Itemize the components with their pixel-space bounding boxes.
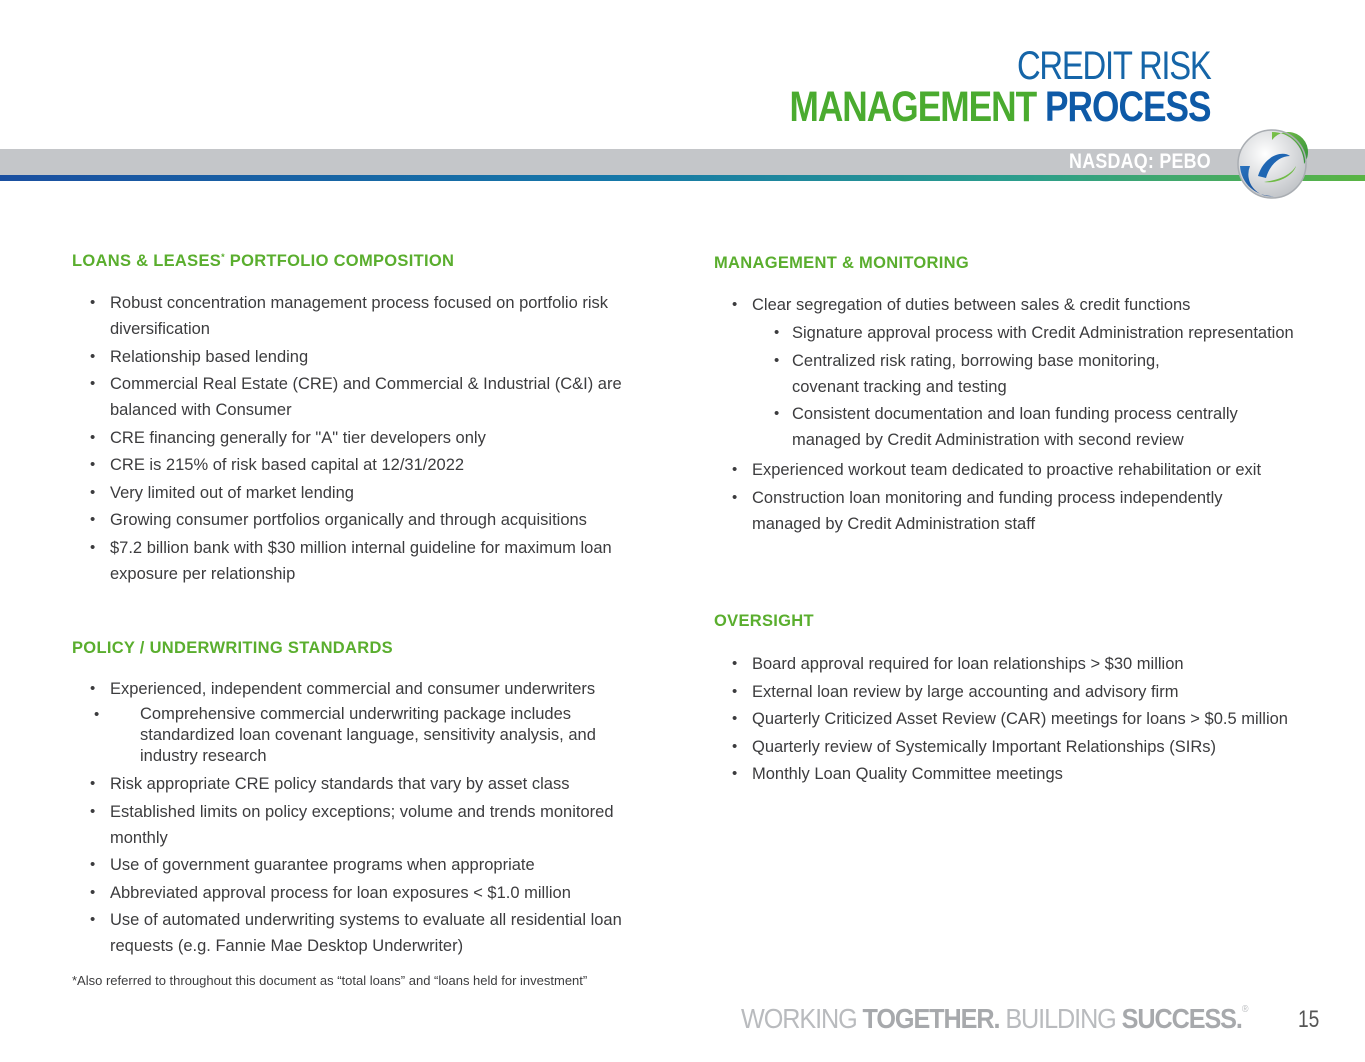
sub-list-item: • Signature approval process with Credit Administration representation <box>752 320 1354 346</box>
registered-mark: ® <box>1241 1004 1248 1015</box>
sub-list-item <box>752 348 1354 400</box>
oversight-section-title: OVERSIGHT <box>714 612 814 630</box>
ticker-label: NASDAQ: PEBO <box>1069 150 1211 173</box>
list-item: • Quarterly Criticized Asset Review (CAR) meetings for loans > $0.5 million <box>714 706 1354 732</box>
loans-title-main: LOANS & LEASES <box>72 252 222 270</box>
sub-list-item-text: • Consistent documentation and loan funding process centrally managed by Credit Administration with second review <box>792 405 1238 449</box>
sub-list-item-text: • Centralized risk rating, borrowing base monitoring, covenant tracking and testing <box>792 351 1160 396</box>
list-item <box>72 290 672 342</box>
list-item-text: • Construction loan monitoring and funding process independently managed by Credit Administration staff <box>752 488 1223 533</box>
list-item-text: • Robust concentration management process focused on portfolio risk diversification <box>110 294 609 338</box>
loans-title-rest: PORTFOLIO COMPOSITION <box>224 252 455 270</box>
list-item <box>714 292 1354 453</box>
list-item: • Growing consumer portfolios organically and through acquisitions <box>72 507 672 533</box>
title-word-process: PROCESS <box>1045 83 1211 131</box>
list-item-text: Experienced, independent commercial and consumer underwriters <box>110 680 596 698</box>
loans-section-title <box>72 252 454 271</box>
list-item: • Board approval required for loan relationships > $30 million <box>714 651 1354 677</box>
footnote: *Also referred to throughout this document as “total loans” and “loans held for investment” <box>72 973 588 988</box>
list-item: • Use of automated underwriting systems to evaluate all residential loan requests (e.g. Fannie Mae Desktop Underwriter) <box>72 907 672 959</box>
list-item: • Monthly Loan Quality Committee meetings <box>714 761 1354 787</box>
header-gradient-rule <box>0 175 1365 181</box>
list-item: • Use of government guarantee programs when appropriate <box>72 852 672 878</box>
loans-title-footnote-mark: * <box>221 252 225 262</box>
company-logo-icon <box>1234 126 1310 202</box>
tagline-part-bold: SUCCESS. <box>1121 1003 1242 1034</box>
policy-section-title: POLICY / UNDERWRITING STANDARDS <box>72 639 393 657</box>
list-item-text: • Commercial Real Estate (CRE) and Commercial & Industrial (C&I) are balanced with Consumer <box>110 375 622 419</box>
list-item: • External loan review by large accounting and advisory firm <box>714 679 1354 705</box>
management-sub-list <box>752 320 1354 453</box>
page-number: 15 <box>1298 1006 1320 1033</box>
list-item <box>72 676 672 767</box>
list-item: • CRE financing generally for "A" tier developers only <box>72 425 672 451</box>
list-item: • Abbreviated approval process for loan exposures < $1.0 million <box>72 880 672 906</box>
sub-list-item <box>752 401 1354 453</box>
loans-list <box>72 290 672 588</box>
tagline-part: WORKING <box>741 1003 863 1034</box>
management-list <box>714 292 1354 538</box>
sub-list-item <box>72 704 672 767</box>
page-title <box>697 44 1211 131</box>
title-line-2 <box>789 83 1211 131</box>
policy-list <box>72 676 672 961</box>
sub-list-item-text: • Comprehensive commercial underwriting package includes standardized loan covenant language, sensitivity analysis, and industry research <box>140 705 596 765</box>
management-section-title: MANAGEMENT & MONITORING <box>714 254 970 272</box>
list-item: • Relationship based lending <box>72 344 672 370</box>
list-item: • CRE is 215% of risk based capital at 12/31/2022 <box>72 452 672 478</box>
title-word-management: MANAGEMENT <box>789 83 1037 131</box>
list-item: • Very limited out of market lending <box>72 480 672 506</box>
policy-sub-list <box>72 704 672 767</box>
list-item: • Experienced workout team dedicated to proactive rehabilitation or exit <box>714 457 1354 483</box>
list-item: • Established limits on policy exceptions; volume and trends monitored monthly <box>72 799 672 851</box>
list-item <box>714 485 1354 537</box>
oversight-list <box>714 651 1354 789</box>
list-item: • $7.2 billion bank with $30 million internal guideline for maximum loan exposure per relationship <box>72 535 672 587</box>
tagline <box>741 1003 1247 1035</box>
list-item: • Risk appropriate CRE policy standards that vary by asset class <box>72 771 672 797</box>
tagline-part-bold: TOGETHER. <box>862 1003 1000 1034</box>
list-item: • Quarterly review of Systemically Important Relationships (SIRs) <box>714 734 1354 760</box>
tagline-part: BUILDING <box>999 1003 1122 1034</box>
list-item <box>72 371 672 423</box>
title-line-1: CREDIT RISK <box>1017 44 1211 88</box>
list-item-text: Clear segregation of duties between sales & credit functions <box>752 296 1191 314</box>
